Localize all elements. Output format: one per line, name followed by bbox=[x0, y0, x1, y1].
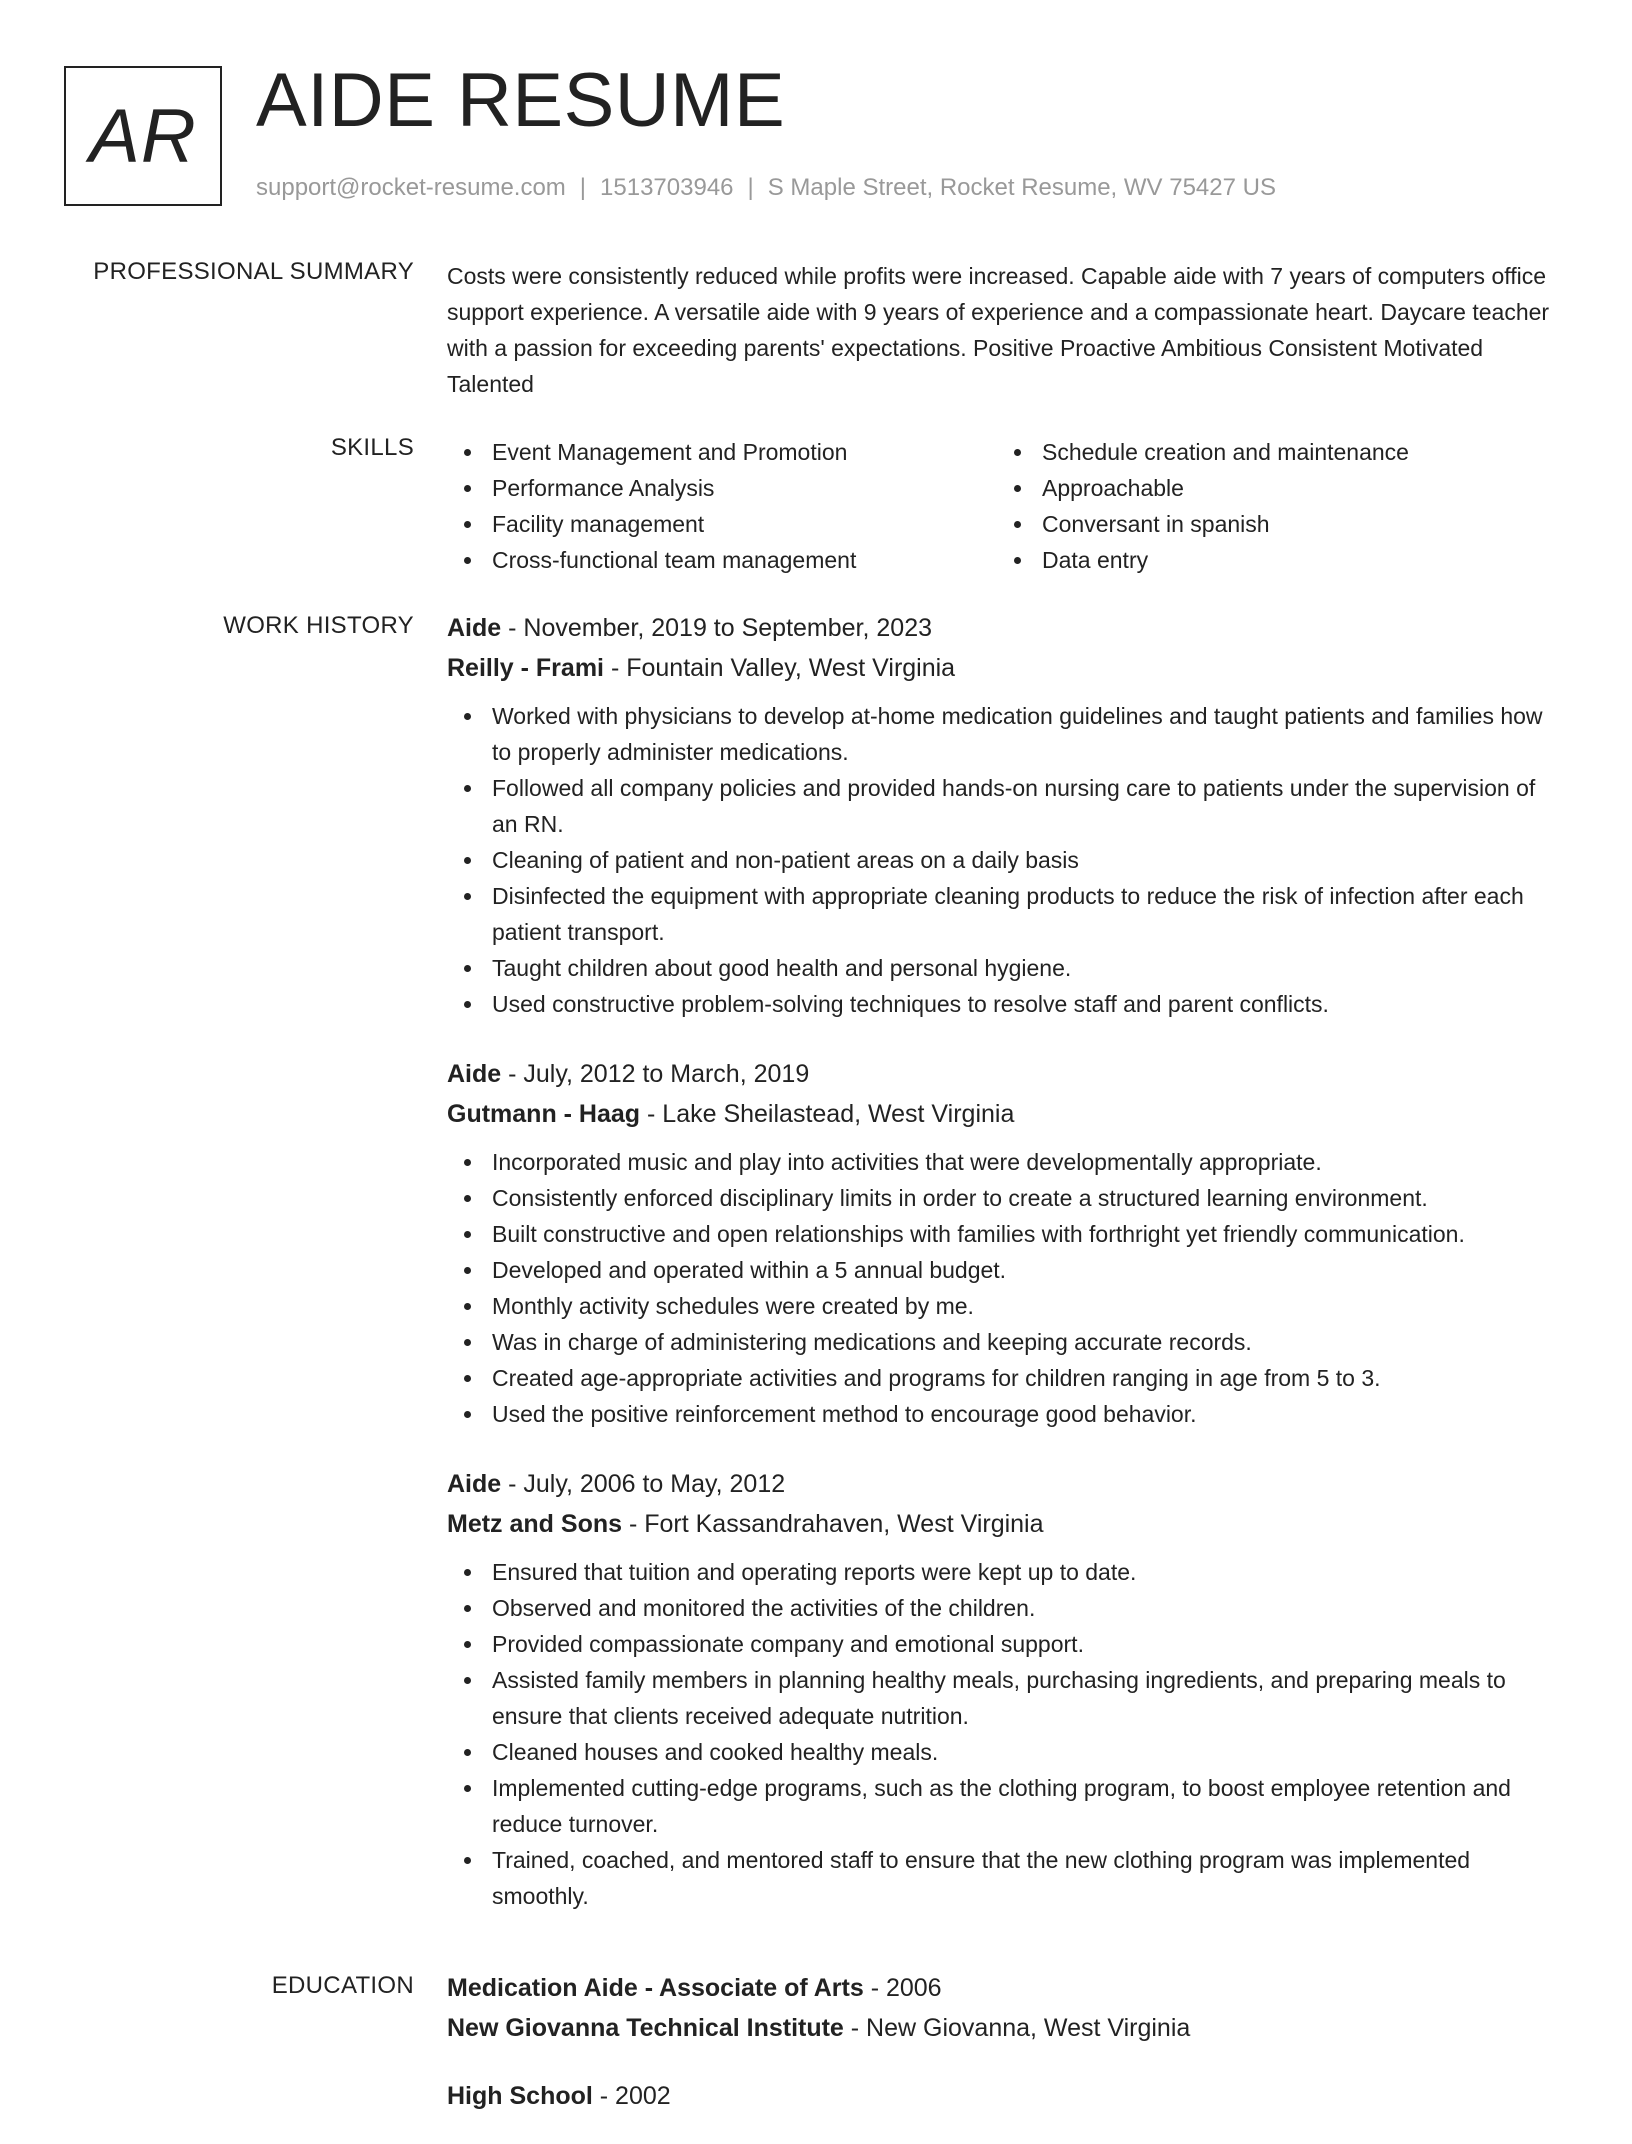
job-bullet: Monthly activity schedules were created by me. bbox=[447, 1288, 1567, 1324]
job-bullet: Followed all company policies and provided hands-on nursing care to patients under the supervision of an RN. bbox=[447, 770, 1567, 842]
job-bullet: Trained, coached, and mentored staff to ensure that the new clothing program was implemented smoothly. bbox=[447, 1842, 1567, 1914]
contact-email[interactable]: support@rocket-resume.com bbox=[256, 174, 566, 201]
job-entry bbox=[447, 1054, 1567, 1432]
job-title: Aide bbox=[447, 1060, 502, 1088]
contact-line bbox=[256, 174, 1276, 202]
job-dates: - November, 2019 to September, 2023 bbox=[501, 614, 933, 642]
job-title-line bbox=[447, 1464, 1567, 1504]
job-bullet: Built constructive and open relationships with families with forthright yet friendly communication. bbox=[447, 1216, 1567, 1252]
job-bullet: Cleaning of patient and non-patient areas on a daily basis bbox=[447, 842, 1567, 878]
job-bullet: Implemented cutting-edge programs, such as the clothing program, to boost employee retention and reduce turnover. bbox=[447, 1770, 1567, 1842]
job-company-line bbox=[447, 1504, 1567, 1544]
skill-item: Cross-functional team management bbox=[447, 542, 997, 578]
education-school-line bbox=[447, 2008, 1567, 2048]
job-company: Metz and Sons bbox=[447, 1510, 623, 1538]
job-title: Aide bbox=[447, 614, 502, 642]
education-degree-line bbox=[447, 1968, 1567, 2008]
section-label-work-history: WORK HISTORY bbox=[223, 612, 414, 639]
job-company: Gutmann - Haag bbox=[447, 1100, 641, 1128]
job-bullet: Used the positive reinforcement method to encourage good behavior. bbox=[447, 1396, 1567, 1432]
section-label-summary: PROFESSIONAL SUMMARY bbox=[93, 258, 414, 285]
monogram-text: AR bbox=[89, 93, 197, 179]
job-title-line bbox=[447, 1054, 1567, 1094]
job-bullets bbox=[447, 1554, 1567, 1914]
job-bullet: Used constructive problem-solving techniques to resolve staff and parent conflicts. bbox=[447, 986, 1567, 1022]
job-company-line bbox=[447, 648, 1567, 688]
job-bullets bbox=[447, 1144, 1567, 1432]
skill-item: Conversant in spanish bbox=[997, 506, 1547, 542]
education-year: - 2002 bbox=[592, 2082, 671, 2110]
work-history-body bbox=[447, 608, 1567, 1946]
education-entry bbox=[447, 1968, 1567, 2048]
skill-item: Event Management and Promotion bbox=[447, 434, 997, 470]
job-bullet: Consistently enforced disciplinary limits in order to create a structured learning environment. bbox=[447, 1180, 1567, 1216]
job-bullets bbox=[447, 698, 1567, 1022]
education-body bbox=[447, 1968, 1567, 2144]
contact-address: S Maple Street, Rocket Resume, WV 75427 US bbox=[767, 174, 1276, 201]
job-company: Reilly - Frami bbox=[447, 654, 604, 682]
job-bullet: Ensured that tuition and operating reports were kept up to date. bbox=[447, 1554, 1567, 1590]
job-dates: - July, 2012 to March, 2019 bbox=[501, 1060, 810, 1088]
job-bullet: Observed and monitored the activities of the children. bbox=[447, 1590, 1567, 1626]
job-company-line bbox=[447, 1094, 1567, 1134]
job-bullet: Taught children about good health and personal hygiene. bbox=[447, 950, 1567, 986]
education-degree: Medication Aide - Associate of Arts bbox=[447, 1974, 864, 2002]
skill-item: Approachable bbox=[997, 470, 1547, 506]
skills-body bbox=[447, 434, 1567, 578]
education-school: New Giovanna Technical Institute bbox=[447, 2014, 844, 2042]
job-dates: - July, 2006 to May, 2012 bbox=[501, 1470, 786, 1498]
resume-name: AIDE RESUME bbox=[256, 58, 786, 143]
job-bullet: Provided compassionate company and emotional support. bbox=[447, 1626, 1567, 1662]
job-entry bbox=[447, 608, 1567, 1022]
education-location: - New Giovanna, West Virginia bbox=[843, 2014, 1191, 2042]
job-title-line bbox=[447, 608, 1567, 648]
skill-item: Data entry bbox=[997, 542, 1547, 578]
job-bullet: Created age-appropriate activities and programs for children ranging in age from 5 to 3. bbox=[447, 1360, 1567, 1396]
job-bullet: Assisted family members in planning healthy meals, purchasing ingredients, and preparing meals to ensure that clients received adequate nutrition. bbox=[447, 1662, 1567, 1734]
job-bullet: Cleaned houses and cooked healthy meals. bbox=[447, 1734, 1567, 1770]
contact-phone[interactable]: 1513703946 bbox=[600, 174, 734, 201]
education-degree-line bbox=[447, 2076, 1567, 2116]
job-bullet: Was in charge of administering medications and keeping accurate records. bbox=[447, 1324, 1567, 1360]
education-year: - 2006 bbox=[863, 1974, 942, 2002]
summary-body bbox=[447, 258, 1567, 402]
education-entry bbox=[447, 2076, 1567, 2116]
contact-separator: | bbox=[747, 174, 754, 201]
job-bullet: Worked with physicians to develop at-home medication guidelines and taught patients and families how to properly administer medications. bbox=[447, 698, 1567, 770]
job-bullet: Developed and operated within a 5 annual budget. bbox=[447, 1252, 1567, 1288]
job-bullet: Disinfected the equipment with appropriate cleaning products to reduce the risk of infection after each patient transport. bbox=[447, 878, 1567, 950]
job-entry bbox=[447, 1464, 1567, 1914]
job-location: - Lake Sheilastead, West Virginia bbox=[640, 1100, 1015, 1128]
skill-item: Schedule creation and maintenance bbox=[997, 434, 1547, 470]
skills-list-right bbox=[997, 434, 1547, 578]
section-label-skills: SKILLS bbox=[330, 434, 414, 461]
section-label-education: EDUCATION bbox=[271, 1972, 414, 1999]
job-location: - Fountain Valley, West Virginia bbox=[604, 654, 956, 682]
summary-text: Costs were consistently reduced while profits were increased. Capable aide with 7 years of computers office support experience. A versatile aide with 9 years of experience and a compassionate heart. Daycare teacher with a passion for exceeding parents' expectations. Positive Proactive Ambitious Consistent Motivated Talented bbox=[447, 263, 1550, 397]
skill-item: Facility management bbox=[447, 506, 997, 542]
monogram-badge bbox=[64, 66, 222, 206]
job-bullet: Incorporated music and play into activities that were developmentally appropriate. bbox=[447, 1144, 1567, 1180]
job-location: - Fort Kassandrahaven, West Virginia bbox=[622, 1510, 1044, 1538]
contact-separator: | bbox=[579, 174, 587, 201]
skills-list-left bbox=[447, 434, 997, 578]
job-title: Aide bbox=[447, 1470, 502, 1498]
skill-item: Performance Analysis bbox=[447, 470, 997, 506]
education-degree: High School bbox=[447, 2082, 593, 2110]
